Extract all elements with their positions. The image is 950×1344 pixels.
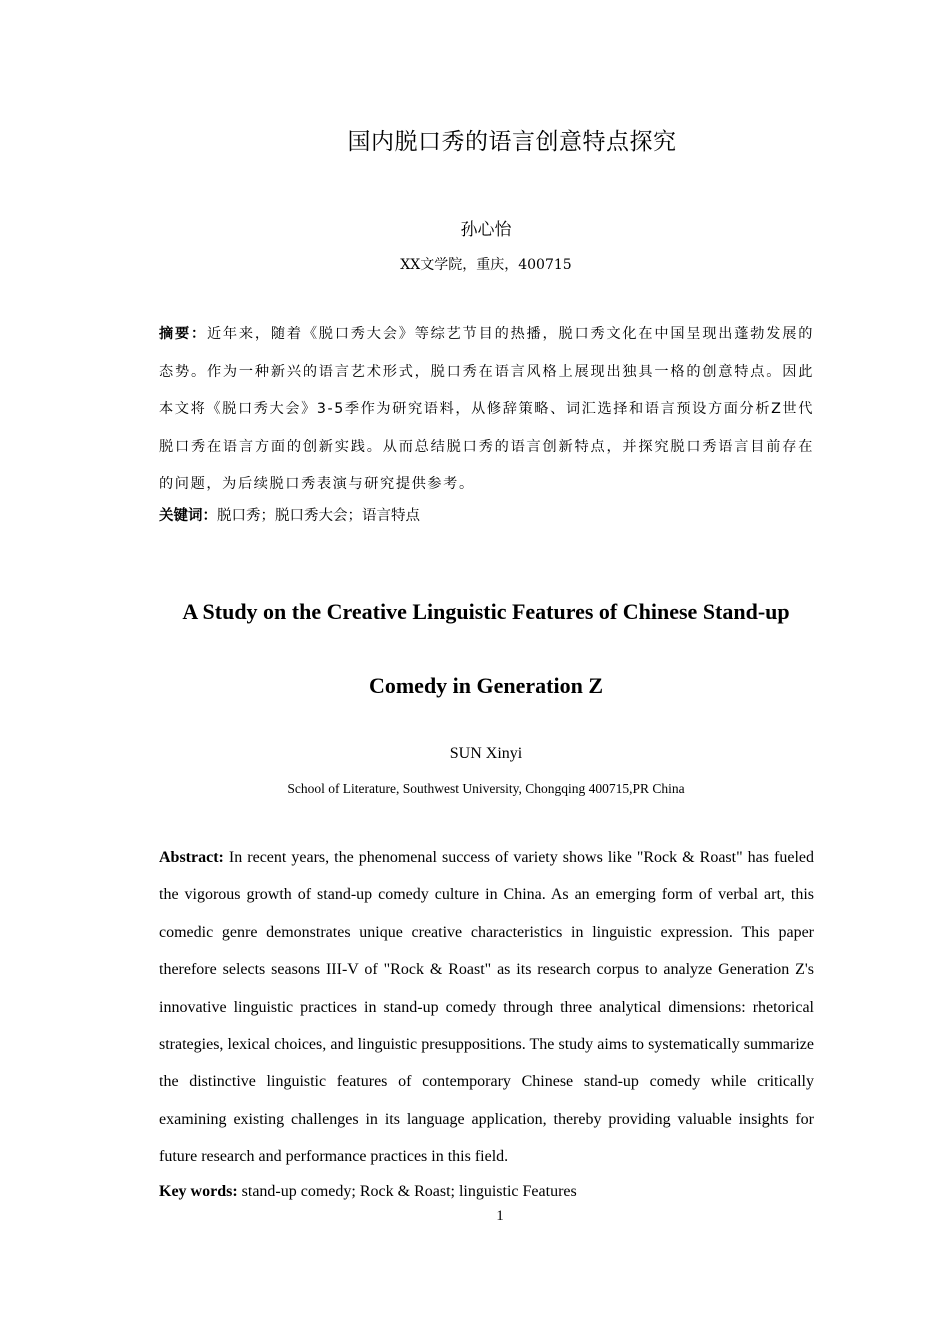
english-keywords: [159, 1180, 814, 1204]
page-number: 1: [496, 1208, 504, 1224]
chinese-keywords-text: 脱口秀；脱口秀大会；语言特点: [217, 508, 420, 524]
english-title: A Study on the Creative Linguistic Features of Chinese Stand-up Comedy in Generation Z: [182, 599, 790, 698]
english-affiliation: School of Literature, Southwest University, Chongqing 400715,PR China: [287, 781, 685, 796]
chinese-abstract: [159, 316, 814, 504]
english-author: SUN Xinyi: [449, 745, 523, 762]
chinese-abstract-text: 近年来，随着《脱口秀大会》等综艺节目的热播，脱口秀文化在中国呈现出蓬勃发展的态势。作为一种新兴的语言艺术形式，脱口秀在语言风格上展现出独具一格的创意特点。因此本文将《脱口秀大会》3-5季作为研究语料，从修辞策略、词汇选择和语言预设方面分析Z世代脱口秀在语言方面的创新实践。从而总结脱口秀的语言创新特点，并探究脱口秀语言目前存在的问题，为后续脱口秀表演与研究提供参考。: [159, 326, 815, 492]
chinese-author: 孙心怡: [460, 220, 512, 240]
english-abstract: [159, 839, 814, 1176]
english-keywords-text: stand-up comedy; Rock & Roast; linguistic Features: [237, 1183, 577, 1200]
chinese-keywords: [159, 503, 814, 529]
chinese-title: 国内脱口秀的语言创意特点探究: [347, 129, 677, 155]
chinese-affiliation: XX文学院，重庆，400715: [400, 257, 572, 273]
english-abstract-label: Abstract:: [159, 849, 224, 866]
english-abstract-text: In recent years, the phenomenal success of variety shows like "Rock & Roast" has fueled the vigorous growth of stand-up comedy culture in China. As an emerging form of verbal art, this comedic genre demonstrates unique creative characteristics in linguistic expression. This paper therefore selects seasons III-V of "Rock & Roast" as its research corpus to analyze Generation Z's innovative linguistic practices in stand-up comedy through three analytical dimensions: rhetorical strategies, lexical choices, and linguistic presuppositions. The study aims to systematically summarize the distinctive linguistic features of contemporary Chinese stand-up comedy while critically examining existing challenges in its language application, thereby providing valuable insights for future research and performance practices in this field.: [159, 849, 814, 1166]
english-keywords-label: Key words:: [159, 1183, 238, 1200]
chinese-abstract-label: 摘要：: [159, 326, 207, 342]
chinese-keywords-label: 关键词：: [159, 508, 217, 524]
